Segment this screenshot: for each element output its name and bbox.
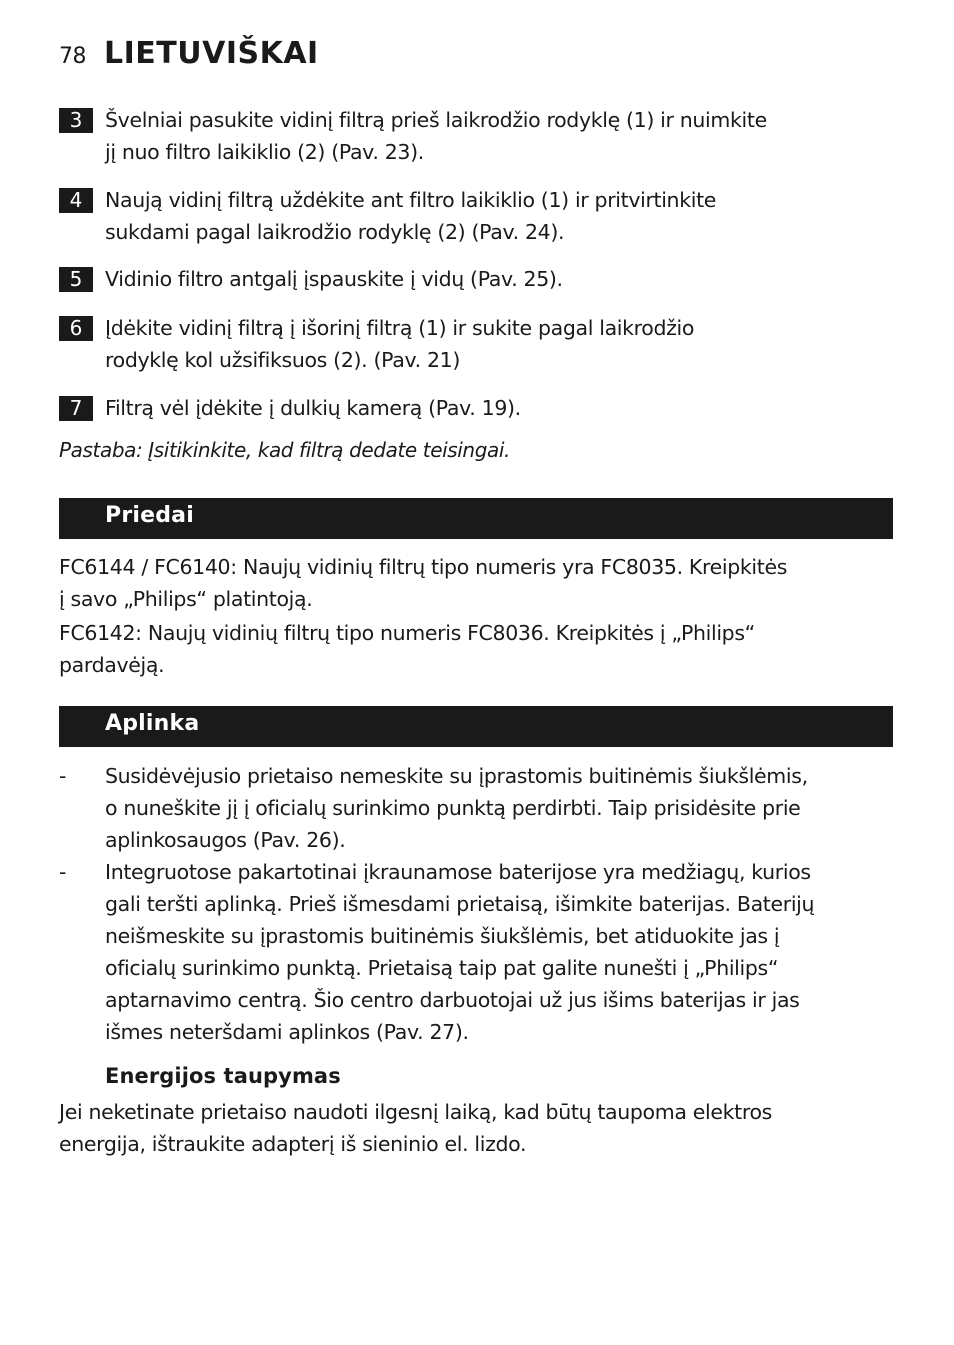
section-header-aplinka [59, 706, 893, 747]
step-number-badge: 6 [59, 316, 93, 341]
priedai-paragraph-2: FC6142: Naujų vidinių filtrų tipo numeris FC8036. Kreipkitės į „Philips“ pardavėją. [59, 621, 755, 677]
section-title: Aplinka [105, 711, 200, 736]
step-number-badge: 5 [59, 267, 93, 292]
section-header-priedai [59, 498, 893, 539]
step-text: Naują vidinį filtrą uždėkite ant filtro laikiklio (1) ir pritvirtinkite sukdami pagal laikrodžio rodyklę (2) (Pav. 24). [105, 188, 717, 244]
energy-saving-text: Jei neketinate prietaiso naudoti ilgesnį laiką, kad būtų taupoma elektros energija, ištraukite adapterį iš sieninio el. lizdo. [59, 1100, 772, 1156]
bullet-dash: - [59, 860, 67, 884]
list-item [59, 760, 909, 856]
step-number-badge: 4 [59, 188, 93, 213]
priedai-paragraph-1: FC6144 / FC6140: Naujų vidinių filtrų tipo numeris yra FC8035. Kreipkitės į savo „Philips“ platintoją. [59, 555, 788, 611]
step-3 [59, 104, 909, 168]
step-4 [59, 184, 909, 248]
note-text: Pastaba: Įsitikinkite, kad filtrą dedate teisingai. [59, 438, 510, 462]
step-5 [59, 263, 909, 295]
energy-saving-heading: Energijos taupymas [105, 1064, 341, 1088]
bullet-text: Integruotose pakartotinai įkraunamose baterijose yra medžiagų, kurios gali teršti aplinką. Prieš išmesdami prietaisą, išimkite baterijas. Baterijų neišmeskite su įprastomis buitinėmis šiukšlėmis, bet atiduokite jas į oficialų surinkimo punktą. Prietaisą taip pat galite nunešti į „Philips“ aptarnavimo centrą. Šio centro darbuotojai už jus išims baterijas ir jas išmes neteršdami aplinkos (Pav. 27). [105, 860, 815, 1044]
page-header [59, 36, 319, 72]
step-text: Filtrą vėl įdėkite į dulkių kamerą (Pav. 19). [105, 396, 521, 420]
step-6 [59, 312, 909, 376]
list-item [59, 856, 909, 1048]
step-text: Švelniai pasukite vidinį filtrą prieš laikrodžio rodyklę (1) ir nuimkite jį nuo filtro laikiklio (2) (Pav. 23). [105, 108, 767, 164]
step-7 [59, 392, 909, 424]
step-text: Vidinio filtro antgalį įspauskite į vidų (Pav. 25). [105, 267, 563, 291]
bullet-dash: - [59, 764, 67, 788]
step-number-badge: 7 [59, 396, 93, 421]
page-language-title: LIETUVIŠKAI [104, 36, 319, 71]
page-number: 78 [59, 44, 86, 69]
step-number-badge: 3 [59, 108, 93, 133]
section-title: Priedai [105, 503, 194, 528]
bullet-text: Susidėvėjusio prietaiso nemeskite su įprastomis buitinėmis šiukšlėmis, o nuneškite jį į oficialų surinkimo punktą perdirbti. Taip prisidėsite prie aplinkosaugos (Pav. 26). [105, 764, 808, 852]
step-text: Įdėkite vidinį filtrą į išorinį filtrą (1) ir sukite pagal laikrodžio rodyklę kol užsifiksuos (2). (Pav. 21) [105, 316, 695, 372]
